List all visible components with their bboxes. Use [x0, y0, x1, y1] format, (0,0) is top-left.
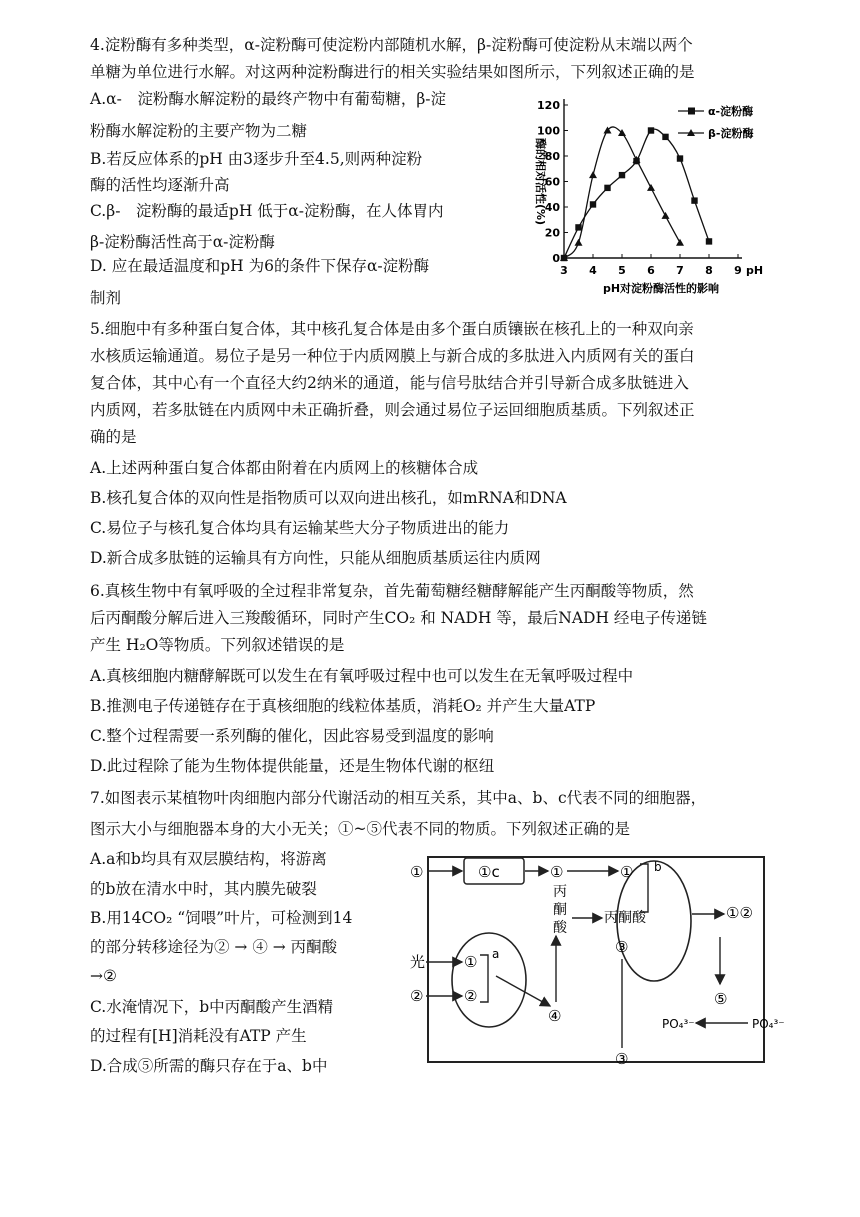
legend-marker-square: [688, 108, 695, 115]
q5-stem-line-4: 内质网，若多肽链在内质网中未正确折叠，则会通过易位子运回细胞质基质。下列叙述正: [90, 401, 695, 419]
q4-option-c-line-2: β-淀粉酶活性高于α-淀粉酶: [90, 233, 275, 251]
x-tick-label: 5: [618, 264, 626, 277]
label-b: b: [654, 860, 662, 874]
data-point-alpha: [575, 224, 581, 230]
x-tick-label: 3: [560, 264, 568, 277]
label-n3-in-b: ③: [615, 938, 629, 956]
q6-stem-line-2: 后丙酮酸分解后进入三羧酸循环，同时产生CO₂ 和 NADH 等，最后NADH 经电子传递链: [90, 609, 707, 627]
enzyme-ph-chart: [534, 93, 776, 301]
legend-label: β-淀粉酶: [708, 127, 754, 140]
q7-option-a-line-2: 的b放在清水中时，其内膜先破裂: [90, 880, 317, 898]
label-n1-in-b: ①: [620, 863, 634, 881]
q4-stem-line-1: 4.淀粉酶有多种类型，α-淀粉酶可使淀粉内部随机水解，β-淀粉酶可使淀粉从末端以两个: [90, 36, 693, 54]
q6-option-b: B.推测电子传递链存在于真核细胞的线粒体基质，消耗O₂ 并产生大量ATP: [90, 697, 596, 715]
y-tick-label: 60: [544, 175, 560, 189]
q4-option-b-line-1: B.若反应体系的pH 由3逐步升至4.5,则两种淀粉: [90, 150, 423, 168]
q5-stem-line-3: 复合体，其中心有一个直径大约2纳米的通道，能与信号肽结合并引导新合成多肽链进入: [90, 374, 689, 392]
data-point-alpha: [706, 238, 712, 244]
q6-stem-line-1: 6.真核生物中有氧呼吸的全过程非常复杂，首先葡萄糖经糖酵解能产生丙酮酸等物质，然: [90, 582, 694, 600]
q4-option-b-line-2: 酶的活性均逐渐升高: [90, 176, 230, 194]
x-tick-label: 8: [705, 264, 713, 277]
q5-option-c: C.易位子与核孔复合体均具有运输某些大分子物质进出的能力: [90, 519, 510, 537]
data-point-beta: [647, 184, 655, 191]
organelle-a-ellipse: [452, 933, 526, 1027]
q5-option-b: B.核孔复合体的双向性是指物质可以双向进出核孔，如mRNA和DNA: [90, 489, 567, 507]
data-point-beta: [676, 239, 684, 246]
label-n3-out: ③: [615, 1050, 629, 1068]
q5-option-d: D.新合成多肽链的运输具有方向性，只能从细胞质基质运往内质网: [90, 549, 541, 567]
q7-option-d: D.合成⑤所需的酶只存在于a、b中: [90, 1057, 328, 1075]
q4-option-c-line-1: C.β- 淀粉酶的最适pH 低于α-淀粉酶，在人体胃内: [90, 202, 444, 220]
data-point-beta: [589, 171, 597, 178]
q6-option-d: D.此过程除了能为生物体提供能量，还是生物体代谢的枢纽: [90, 757, 495, 775]
y-tick-label: 20: [544, 226, 560, 240]
label-out12: ①②: [726, 904, 753, 922]
chart-title: pH对淀粉酶活性的影响: [602, 282, 720, 295]
legend-label: α-淀粉酶: [708, 105, 754, 118]
label-po4-right: PO₄³⁻: [752, 1017, 785, 1031]
q4-stem-line-2: 单糖为单位进行水解。对这两种淀粉酶进行的相关实验结果如图所示，下列叙述正确的是: [90, 63, 695, 81]
data-point-alpha: [662, 134, 668, 140]
series-line-alpha: [564, 129, 709, 258]
data-point-alpha: [590, 201, 596, 207]
x-tick-label: 4: [589, 264, 597, 277]
data-point-alpha: [619, 172, 625, 178]
label-pyruvate-v2: 酮: [553, 902, 567, 918]
cell-outline: [428, 857, 764, 1062]
organelle-metabolism-diagram: [404, 852, 786, 1072]
y-tick-label: 100: [537, 124, 560, 138]
bracket-b: [640, 864, 648, 912]
data-point-alpha: [648, 127, 654, 133]
q7-option-a-line-1: A.a和b均具有双层膜结构，将游离: [90, 850, 327, 868]
x-axis-label: pH: [746, 264, 764, 277]
x-tick-label: 9: [734, 264, 742, 277]
x-tick-label: 6: [647, 264, 655, 277]
data-point-alpha: [691, 197, 697, 203]
y-tick-label: 0: [552, 252, 560, 265]
arrow-a-to-n4: [496, 976, 550, 1006]
label-a: a: [492, 947, 500, 961]
q7-option-b-line-2: 的部分转移途径为② → ④ → 丙酮酸: [90, 938, 338, 956]
data-point-beta: [575, 239, 583, 246]
q7-option-c-line-2: 的过程有[H]消耗没有ATP 产生: [90, 1027, 307, 1045]
q4-option-a-line-1: A.α- 淀粉酶水解淀粉的最终产物中有葡萄糖，β-淀: [90, 90, 447, 108]
q7-option-b-line-3: →②: [90, 967, 117, 985]
label-n2-in-a: ②: [464, 987, 478, 1005]
q5-stem-line-5: 确的是: [90, 428, 137, 446]
label-n1-left: ①: [410, 863, 424, 881]
data-point-beta: [662, 212, 670, 219]
label-n5: ⑤: [714, 990, 728, 1008]
q4-option-a-line-2: 粉酶水解淀粉的主要产物为二糖: [90, 122, 308, 140]
bracket-a: [480, 955, 488, 1002]
label-po4-left: PO₄³⁻: [662, 1017, 695, 1031]
label-pyruvate-v1: 丙: [553, 884, 567, 900]
q7-option-b-line-1: B.用14CO₂ “饲喂”叶片，可检测到14: [90, 909, 353, 927]
q4-option-d-line-1: D. 应在最适温度和pH 为6的条件下保存α-淀粉酶: [90, 257, 430, 275]
q7-stem-line-1: 7.如图表示某植物叶肉细胞内部分代谢活动的相互关系，其中a、b、c代表不同的细胞器，: [90, 789, 707, 807]
q6-stem-line-3: 产生 H₂O等物质。下列叙述错误的是: [90, 636, 345, 654]
label-n4: ④: [548, 1007, 562, 1025]
y-axis-label: 酶的相对活性(%): [534, 137, 547, 226]
label-light: 光: [410, 953, 426, 971]
y-tick-label: 80: [544, 150, 560, 163]
q7-option-c-line-1: C.水淹情况下，b中丙酮酸产生酒精: [90, 998, 334, 1016]
x-tick-label: 7: [676, 264, 684, 277]
label-n2-left: ②: [410, 987, 424, 1005]
q7-stem-line-2: 图示大小与细胞器本身的大小无关；①~⑤代表不同的物质。下列叙述正确的是: [90, 820, 630, 838]
series-line-beta: [564, 127, 680, 258]
label-n1-mid: ①: [550, 863, 564, 881]
data-point-alpha: [677, 155, 683, 161]
y-tick-label: 120: [537, 99, 560, 112]
q4-option-d-line-2: 制剂: [90, 289, 122, 307]
label-pyruvate-in-b: 丙酮酸: [604, 910, 646, 926]
y-tick-label: 40: [544, 201, 560, 214]
data-point-alpha: [604, 185, 610, 191]
label-n1-in-a: ①: [464, 953, 478, 971]
q5-option-a: A.上述两种蛋白复合体都由附着在内质网上的核糖体合成: [90, 459, 479, 477]
q6-option-c: C.整个过程需要一系列酶的催化，因此容易受到温度的影响: [90, 727, 494, 745]
q5-stem-line-1: 5.细胞中有多种蛋白复合体，其中核孔复合体是由多个蛋白质镶嵌在核孔上的一种双向亲: [90, 320, 694, 338]
q5-stem-line-2: 水核质运输通道。易位子是另一种位于内质网膜上与新合成的多肽进入内质网有关的蛋白: [90, 347, 695, 365]
label-pyruvate-v3: 酸: [553, 920, 567, 936]
q6-option-a: A.真核细胞内糖酵解既可以发生在有氧呼吸过程中也可以发生在无氧呼吸过程中: [90, 667, 634, 685]
label-n1c: ①c: [478, 863, 500, 881]
